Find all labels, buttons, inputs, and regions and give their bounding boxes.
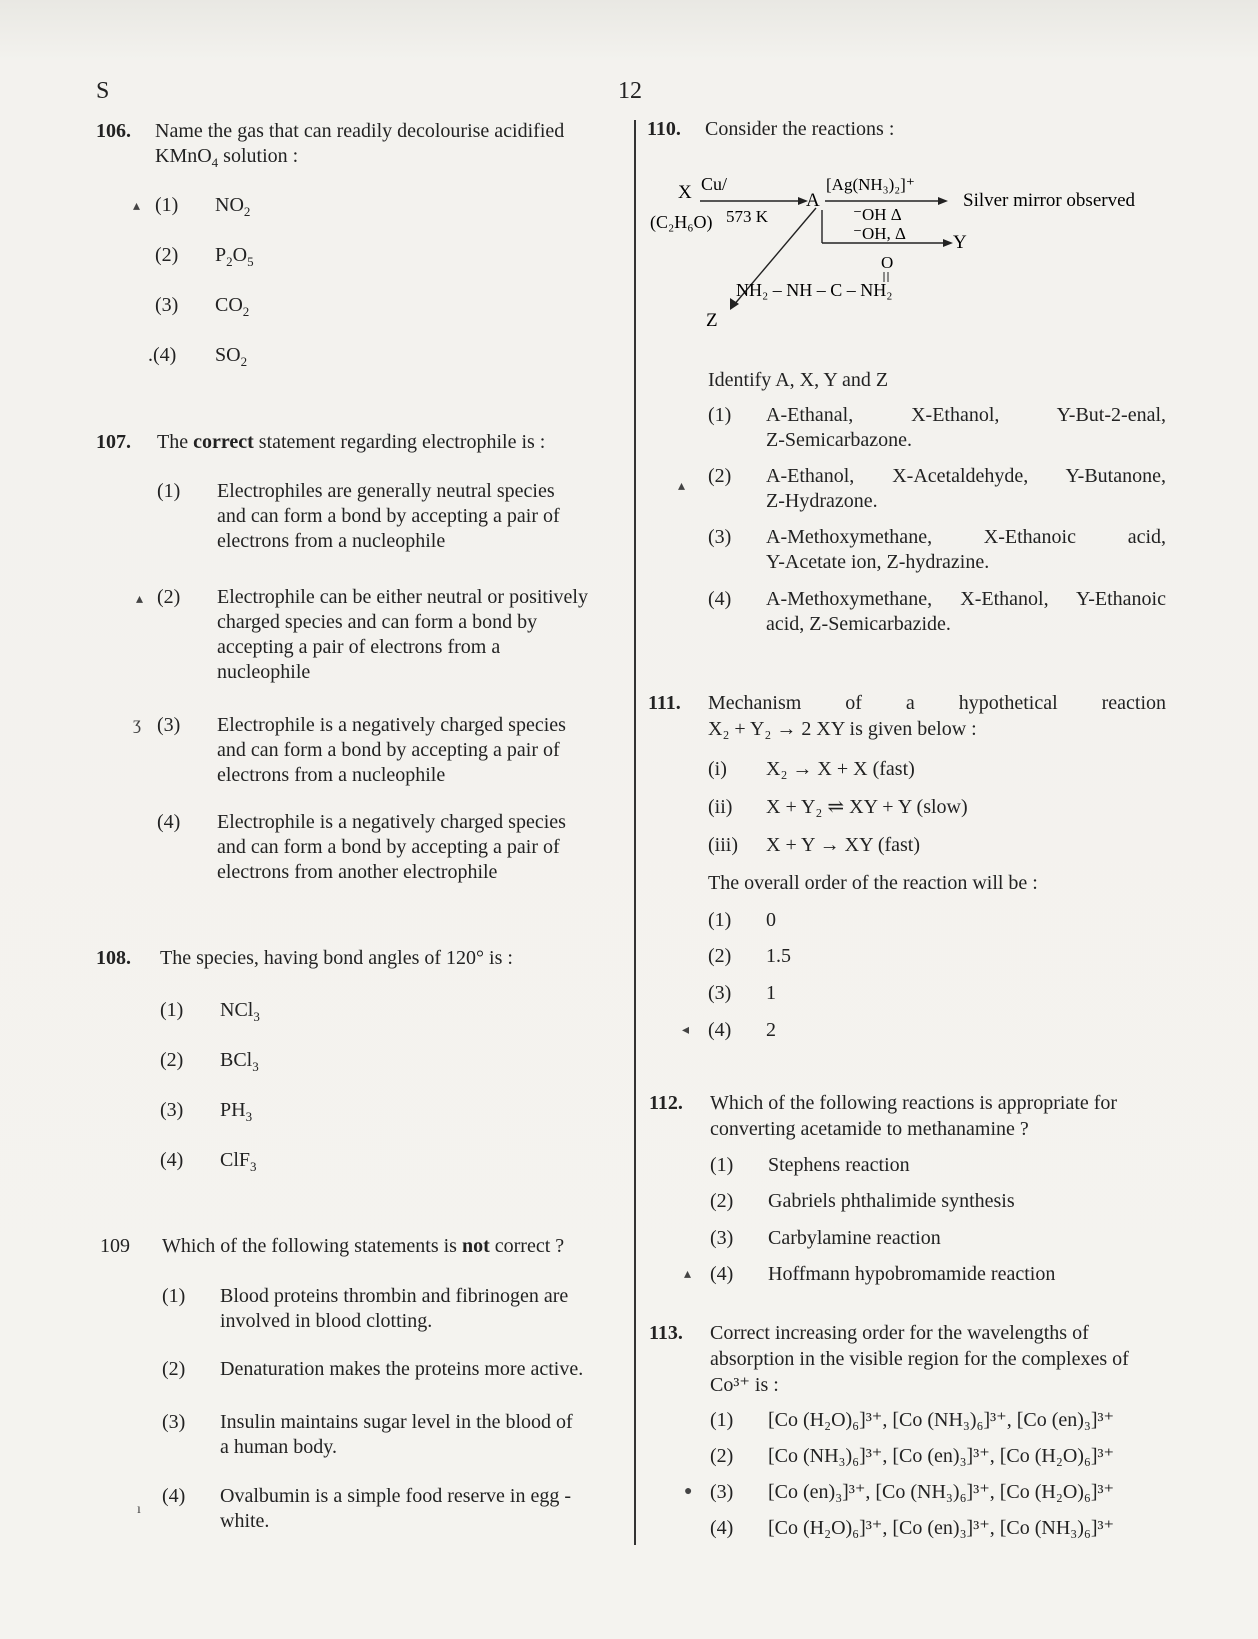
question-text: Mechanism of a hypothetical reaction	[708, 692, 1166, 714]
tollens-reagent: [Ag(NH₃)₂]⁺	[826, 175, 915, 194]
question-prompt: The overall order of the reaction will be :	[708, 872, 1038, 894]
condition-temp: 573 K	[726, 207, 769, 226]
question-number: 113.	[649, 1322, 683, 1344]
pencil-mark: ▴	[684, 1267, 692, 1282]
carbonyl-o: O	[881, 253, 894, 272]
question-number: 111.	[648, 692, 681, 714]
product-y: Y	[953, 232, 967, 253]
result-silver-mirror: Silver mirror observed	[963, 190, 1136, 211]
condition-1: ⁻OH Δ	[853, 205, 902, 224]
pencil-mark: ▴	[678, 479, 686, 494]
question-number: 112.	[649, 1092, 683, 1114]
question-text: The species, having bond angles of 120° is :	[160, 947, 513, 969]
pencil-mark: ▴	[133, 199, 141, 214]
question-number: 110.	[647, 118, 681, 140]
question-text: The correct statement regarding electrophile is :	[157, 431, 546, 453]
column-divider	[634, 120, 636, 1545]
question-text: Consider the reactions :	[705, 118, 895, 140]
page-number: 12	[618, 78, 642, 104]
question-text: X₂ + Y₂ → 2 XY is given below :	[708, 718, 977, 740]
question-text: Which of the following statements is not correct ?	[162, 1235, 565, 1257]
reaction-scheme	[648, 168, 1168, 343]
product-z: Z	[706, 310, 718, 331]
question-text: Correct increasing order for the wavelengths of absorption in the visible region for the complexes of Co³⁺ is :	[710, 1322, 1129, 1396]
arrow-head	[943, 239, 953, 247]
reactant-x: X	[678, 182, 692, 203]
set-code: S	[96, 78, 110, 104]
question-number: 109	[100, 1235, 130, 1257]
question-text: Which of the following reactions is appropriate for converting acetamide to methanamine ?	[710, 1092, 1118, 1140]
condition-2: ⁻OH, Δ	[853, 224, 906, 243]
arrow-head	[938, 197, 948, 205]
question-number: 106.	[96, 120, 131, 142]
reagent-cu: Cu/	[701, 174, 728, 194]
compound-a: A	[806, 190, 820, 211]
question-prompt: Identify A, X, Y and Z	[708, 369, 889, 391]
reactant-x-formula: (C₂H₆O)	[650, 212, 713, 232]
question-text: KMnO$_4$ solution :	[155, 145, 299, 170]
pencil-mark: ʒ	[133, 713, 141, 733]
pencil-mark: ı	[137, 1502, 141, 1517]
semicarbazide-reagent: NH₂ – NH – C – NH₂	[736, 280, 893, 300]
question-number: 108.	[96, 947, 131, 969]
pencil-mark: ▴	[136, 592, 144, 607]
pencil-mark: ◂	[682, 1023, 690, 1038]
exam-page: S 12 106. Name the gas that can readily decolourise acidified KMnO$_4$ solution : ▴ (1) $NO_2$ (2) $P_2O_5$ (3) $CO_2$ .(4) $SO_2$ 107. The correct statement regarding electrophile is : (1) Electrophiles are generally neutral species and can form a bond by accepting a pair of electrons from a nucleophile ▴ (2) Electrophile can be either neutral or positively charged species and can form a bond by accepting a pair of electrons from a nucleophile ʒ (3) Electrophile is a negatively charged species and can form a bond by accepting a pair of electrons from a nucleophile (4) Electrophile is a negatively charged species and can form a bond by accepting a pair of electrons from another electrophile 108. The species, having bond angles of 120° is : (1) NCl$_3$ (2) BCl$_3$ (3) $PH_3$ (4) ClF$_3$ 109 Which of the following statements is not correct ? (1) Blood proteins thrombin and fibrinogen are involved in blood clotting. (2) Denaturation makes the proteins more active. (3) Insulin maintains sugar level in the blood of a human body. ı (4) Ovalbumin is a simple food reserve in egg - white. 110. Consider the reactions : X (C₂H₆O) Cu/ 573 K A [Ag(NH₃)₂]⁺ ⁻OH Δ Silver mirror observed ⁻OH, Δ Y O NH₂ – NH – C – NH₂ Z Identify A, X, Y and Z (1) A-Ethanal, X-Ethanol, Y-But-2-enal, Z-Semicarbazone. ▴ (2) A-Ethanol, X-Acetaldehyde, Y-Butanone, Z-Hydrazone. (3) A-Methoxymethane, X-Ethanoic acid, Y-Acetate ion, Z-hydrazine. (4) A-Methoxymethane, X-Ethanol, Y-Ethanoic acid, Z-Semicarbazide. 111. Mechanism of a hypothetical reaction X₂ + Y₂ → 2 XY is given below : (i) X₂ → X + X (fast) (ii) X + Y₂ ⇌ XY + Y (slow) (iii) X + Y → XY (fast) The overall order of the reaction will be : (1) 0 (2) 1.5 (3) 1 ◂ (4) 2 112. Which of the following reactions is appropriate for converting acetamide to methanamine ? (1) Stephens reaction (2) Gabriels phthalimide synthesis (3) Carbylamine reaction ▴ (4) Hoffmann hypobromamide reaction 113. Correct increasing order for the wavelengths of absorption in the visible region for the complexes of Co³⁺ is : (1) [Co (H₂O)₆]³⁺, [Co (NH₃)₆]³⁺, [Co (en)₃]³⁺ (2) [Co (NH₃)₆]³⁺, [Co (en)₃]³⁺, [Co (H₂O)₆]³⁺ ● (3) [Co (en)₃]³⁺, [Co (NH₃)₆]³⁺, [Co (H₂O)₆]³⁺ (4) [Co (H₂O)₆]³⁺, [Co (en)₃]³⁺, [Co (NH₃)₆]³⁺	[0, 0, 1258, 1639]
pencil-mark: ●	[684, 1484, 693, 1499]
question-number: 107.	[96, 431, 131, 453]
question-text: Name the gas that can readily decolourise acidified	[155, 120, 565, 142]
